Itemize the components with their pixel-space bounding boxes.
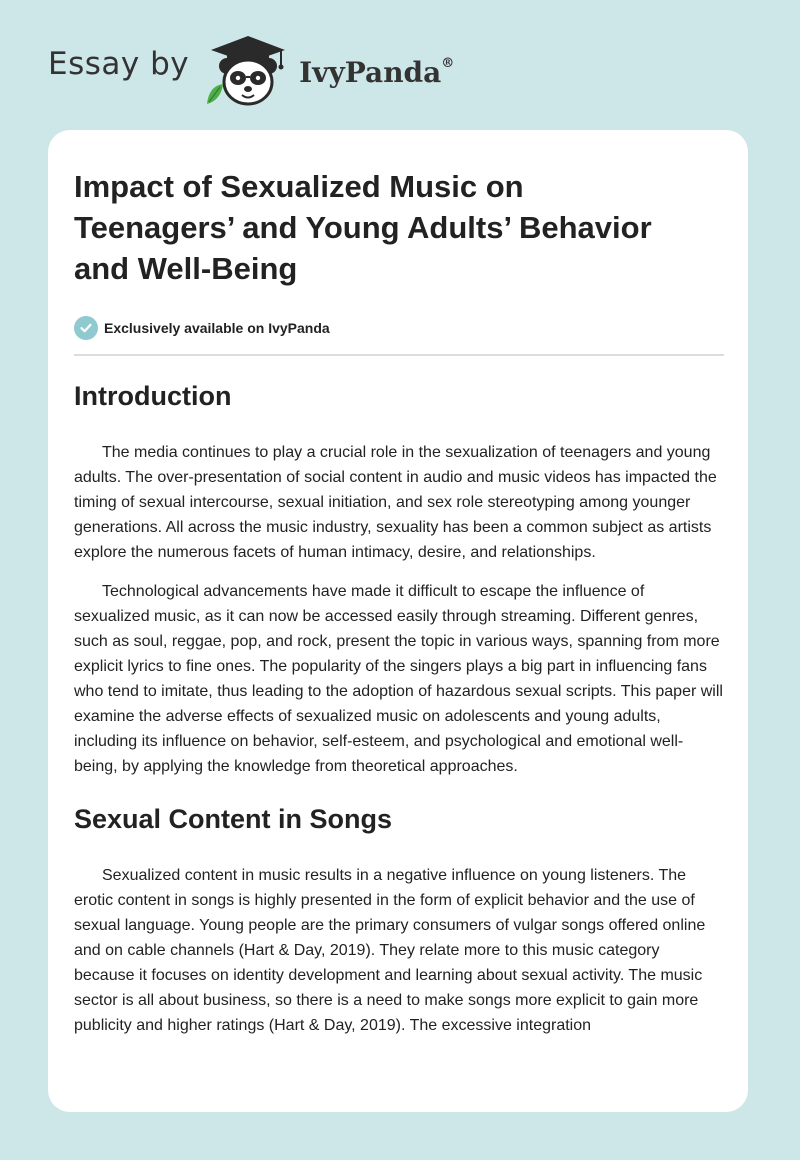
exclusive-badge-label: Exclusively available on IvyPanda <box>104 320 330 336</box>
brand-prefix: Essay by <box>48 46 190 82</box>
section-heading-sexual-content: Sexual Content in Songs <box>74 804 393 834</box>
brand-name <box>299 56 454 89</box>
essay-title-line-2: Teenagers’ and Young Adults’ Behavior <box>74 210 652 245</box>
brand-header <box>48 30 454 110</box>
section-heading-introduction: Introduction <box>74 381 232 411</box>
essay-content <box>74 166 724 1038</box>
essay-card <box>48 130 748 1112</box>
paragraph: The media continues to play a crucial role in the sexualization of teenagers and young adults. The over-presentation of social content in audio and music videos has impacted the timing of sexual intercourse, sexual initiation, and sex role stereotyping among younger generations. All across the music industry, sexuality has been a common subject as artists explore the numerous facets of human intimacy, desire, and relationships. <box>74 444 717 561</box>
essay-title-line-3: and Well-Being <box>74 251 298 286</box>
exclusive-badge <box>74 315 724 341</box>
check-circle-icon <box>74 316 98 340</box>
essay-title <box>74 166 724 289</box>
brand-name-text: IvyPanda <box>299 55 442 89</box>
essay-title-line-1: Impact of Sexualized Music on <box>74 169 524 204</box>
paragraph: Sexualized content in music results in a negative influence on young listeners. The erotic content in songs is highly presented in the form of explicit behavior and the use of sexual language. Young people are the primary consumers of vulgar songs offered online and on cable channels (Hart & Day, 2019). They relate more to this music category because it focuses on identity development and learning about sexual activity. The music sector is all about business, so there is a need to make songs more explicit to gain more publicity and higher ratings (Hart & Day, 2019). The excessive integration <box>74 867 706 1034</box>
registered-mark: ® <box>441 56 455 72</box>
title-divider <box>74 354 724 356</box>
paragraph: Technological advancements have made it difficult to escape the influence of sexualized music, as it can now be accessed easily through streaming. Different genres, such as soul, reggae, pop, and rock, present the topic in various ways, spanning from more explicit lyrics to fine ones. The popularity of the singers plays a big part in influencing fans who tend to imitate, thus leading to the adoption of hazardous sexual scripts. This paper will examine the adverse effects of sexualized music on adolescents and young adults, including its influence on behavior, self-esteem, and psychological and emotional well-being, by applying the knowledge from theoretical approaches. <box>74 583 723 775</box>
panda-graduate-logo-icon[interactable] <box>203 30 293 110</box>
